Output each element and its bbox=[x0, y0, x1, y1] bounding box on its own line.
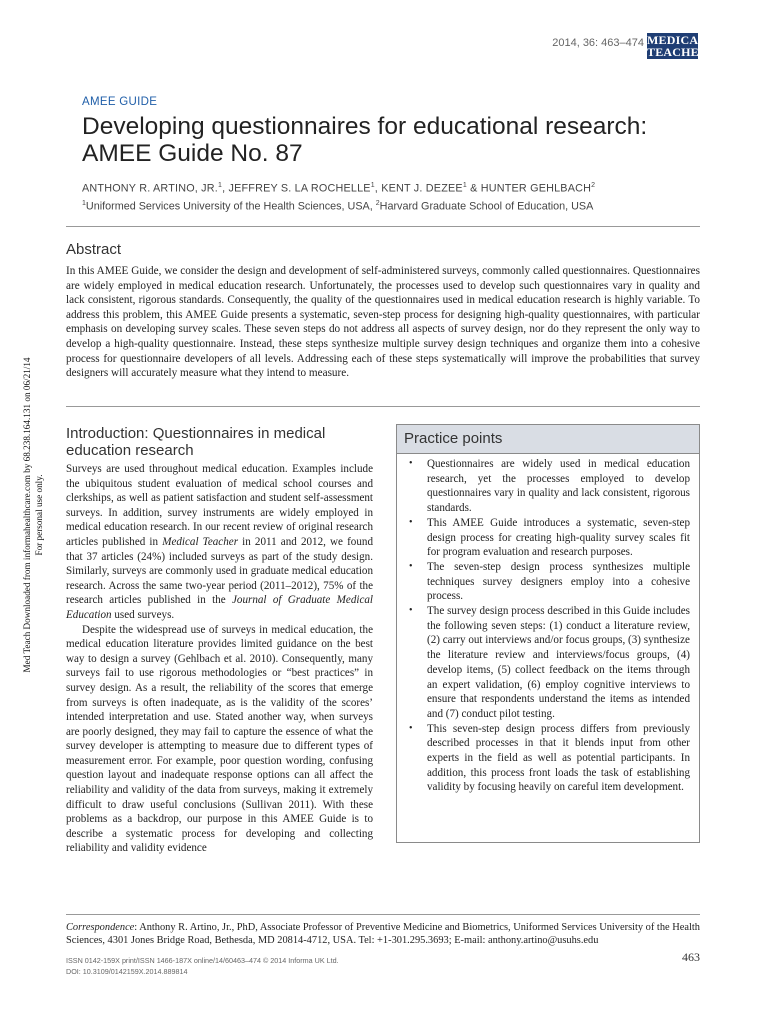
author-affiliation-marker: 2 bbox=[591, 182, 596, 189]
abstract-text: In this AMEE Guide, we consider the design and development of self-administered surveys, commonly called questionnaires. Questionnaires are widely employed in medical education research. Unfortunately, the processes used to develop such questionnaires vary in quality and lack consistent, rigorous standards. Consequently, the quality of the questionnaires used in medical education research is highly variable. To address this problem, this AMEE Guide presents a systematic, seven-step process for designing high-quality questionnaires, with particular emphasis on developing survey scales. These seven steps do not address all aspects of survey design, nor do they represent the only way to develop a high-quality questionnaire. Instead, these steps synthesize multiple survey design techniques and organize them into a cohesive process for questionnaire developers of all levels. Addressing each of these steps systematically will improve the probabilities that survey designers will accurately measure what they intend to measure. bbox=[66, 265, 700, 380]
article-category: AMEE GUIDE bbox=[82, 96, 158, 108]
affiliations bbox=[82, 200, 722, 213]
practice-points-list bbox=[397, 454, 699, 795]
correspondence-text: : Anthony R. Artino, Jr., PhD, Associate Professor of Preventive Medicine and Biometrics, Uniformed Services University of the Health Sciences, 4301 Jones Bridge Road, Bethesda, MD 20814-4712, USA. Tel: +1-301.295.3693; E-mail: anthony.artino@usuhs.edu bbox=[66, 922, 700, 947]
list-item: • The seven-step design process synthesizes multiple techniques survey designers employ into a cohesive process. bbox=[409, 560, 690, 604]
author-list: ANTHONY R. ARTINO, JR.$^1$, JEFFREY S. LA ROCHELLE$^1$, KENT J. DEZEE$^1$ & HUNTER GEHLBACH$^2$ bbox=[82, 182, 596, 195]
list-item: • Questionnaires are widely used in medical education research, yet the processes employed to develop questionnaires vary in quality and lack consistent, rigorous standards. bbox=[409, 457, 690, 516]
list-item: • This AMEE Guide introduces a systematic, seven-step design process for creating high-quality survey scales fit for program evaluation and research purposes. bbox=[409, 516, 690, 560]
journal-citation: 2014, 36: 463–474 bbox=[552, 37, 644, 49]
correspondence bbox=[66, 921, 700, 948]
download-watermark bbox=[4, 340, 44, 690]
author-affiliation-marker: 1 bbox=[217, 182, 223, 189]
list-item: • This seven-step design process differs from previously described processes in that it blends input from other experts in the field as well as potential participants. In addition, this process front loads the task of establishing validity by focusing heavily on careful item development. bbox=[409, 722, 690, 796]
issn-line: ISSN 0142-159X print/ISSN 1466-187X online/14/60463–474 © 2014 Informa UK Ltd. bbox=[66, 956, 339, 965]
page-number: 463 bbox=[682, 950, 700, 964]
author-name: HUNTER GEHLBACH bbox=[480, 182, 592, 195]
intro-body bbox=[66, 462, 373, 856]
doi-line: DOI: 10.3109/0142159X.2014.889814 bbox=[66, 967, 188, 976]
divider bbox=[66, 406, 700, 407]
author-name: JEFFREY S. LA ROCHELLE bbox=[228, 182, 371, 195]
journal-name: Journal of Graduate Medical Education bbox=[66, 594, 373, 621]
article-title: Developing questionnaires for educational research: AMEE Guide No. 87 bbox=[82, 113, 648, 167]
affiliation-text: Harvard Graduate School of Education, USA bbox=[379, 200, 594, 213]
download-note: Med Teach Downloaded from informahealthcare.com by 68.238.164.131 on 06/21/14 bbox=[22, 357, 32, 673]
divider bbox=[66, 914, 700, 915]
practice-points-box bbox=[396, 424, 700, 843]
affiliation-marker: 1 bbox=[82, 200, 86, 207]
intro-paragraph-1: Surveys are used throughout medical education. Examples include the ubiquitous student evaluation of medical school courses and clerkships, as well as patient satisfaction and student self-assessment surveys. In addition, survey instruments are widely employed in medical education research. In our recent review of original research articles published in Medical Teacher in 2011 and 2012, we found that 37 articles (24%) included surveys as part of the study design. Similarly, surveys are commonly used in graduate medical education research. Across the same two-year period (2011–2012), 75% of the research articles published in the Journal of Graduate Medical Education used surveys. bbox=[66, 463, 373, 621]
practice-points-heading: Practice points bbox=[397, 425, 699, 454]
issn-info bbox=[66, 955, 339, 977]
intro-paragraph-2: Despite the widespread use of surveys in medical education, the medical education literature provides limited guidance on the best way to design a survey (Gehlbach et al. 2010). Consequently, many surveys fail to use rigorous methodologies or “best practices” in survey design. As a result, the reliability of the scores that emerge from surveys is often inadequate, as is the validity of the scores’ intended interpretation and use. Stated another way, when surveys are poorly designed, they may fail to capture the essence of what the survey developer is attempting to measure due to different types of measurement error. For example, poor question wording, confusing question layout and inadequate response options can all affect the reliability and validity of the data from surveys, making it extremely difficult to draw useful conclusions (Sullivan 2011). With these problems as a backdrop, our purpose in this AMEE Guide is to describe a systematic process for developing and collecting reliability and validity evidence bbox=[66, 623, 373, 855]
author-name: ANTHONY R. ARTINO, JR. bbox=[82, 182, 218, 195]
personal-use-note: For personal use only. bbox=[33, 474, 44, 556]
author-affiliation-marker: 1 bbox=[370, 182, 375, 189]
intro-heading: Introduction: Questionnaires in medical education research bbox=[66, 425, 326, 459]
affiliation-marker: 2 bbox=[375, 200, 380, 207]
journal-name: Medical Teacher bbox=[162, 535, 239, 548]
logo-line-2: TEACHER bbox=[647, 45, 708, 59]
affiliation-text: Uniformed Services University of the Health Sciences, USA, bbox=[85, 200, 376, 213]
list-item: • The survey design process described in this Guide includes the following seven steps: (1) conduct a literature review, (2) carry out interviews and/or focus groups, (3) synthesize the literature review and interviews/focus groups, (4) develop items, (5) collect feedback on the items through an expert validation, (6) employ cognitive interviews to ensure that respondents understand the items as intended and (7) conduct pilot testing. bbox=[409, 604, 690, 722]
correspondence-label: Correspondence bbox=[66, 922, 135, 933]
divider bbox=[66, 226, 700, 227]
author-name: KENT J. DEZEE bbox=[381, 182, 463, 195]
author-affiliation-marker: 1 bbox=[462, 182, 467, 189]
abstract-heading: Abstract bbox=[66, 241, 122, 258]
logo-line-1: MEDICAL bbox=[647, 33, 707, 47]
journal-logo bbox=[647, 33, 708, 59]
